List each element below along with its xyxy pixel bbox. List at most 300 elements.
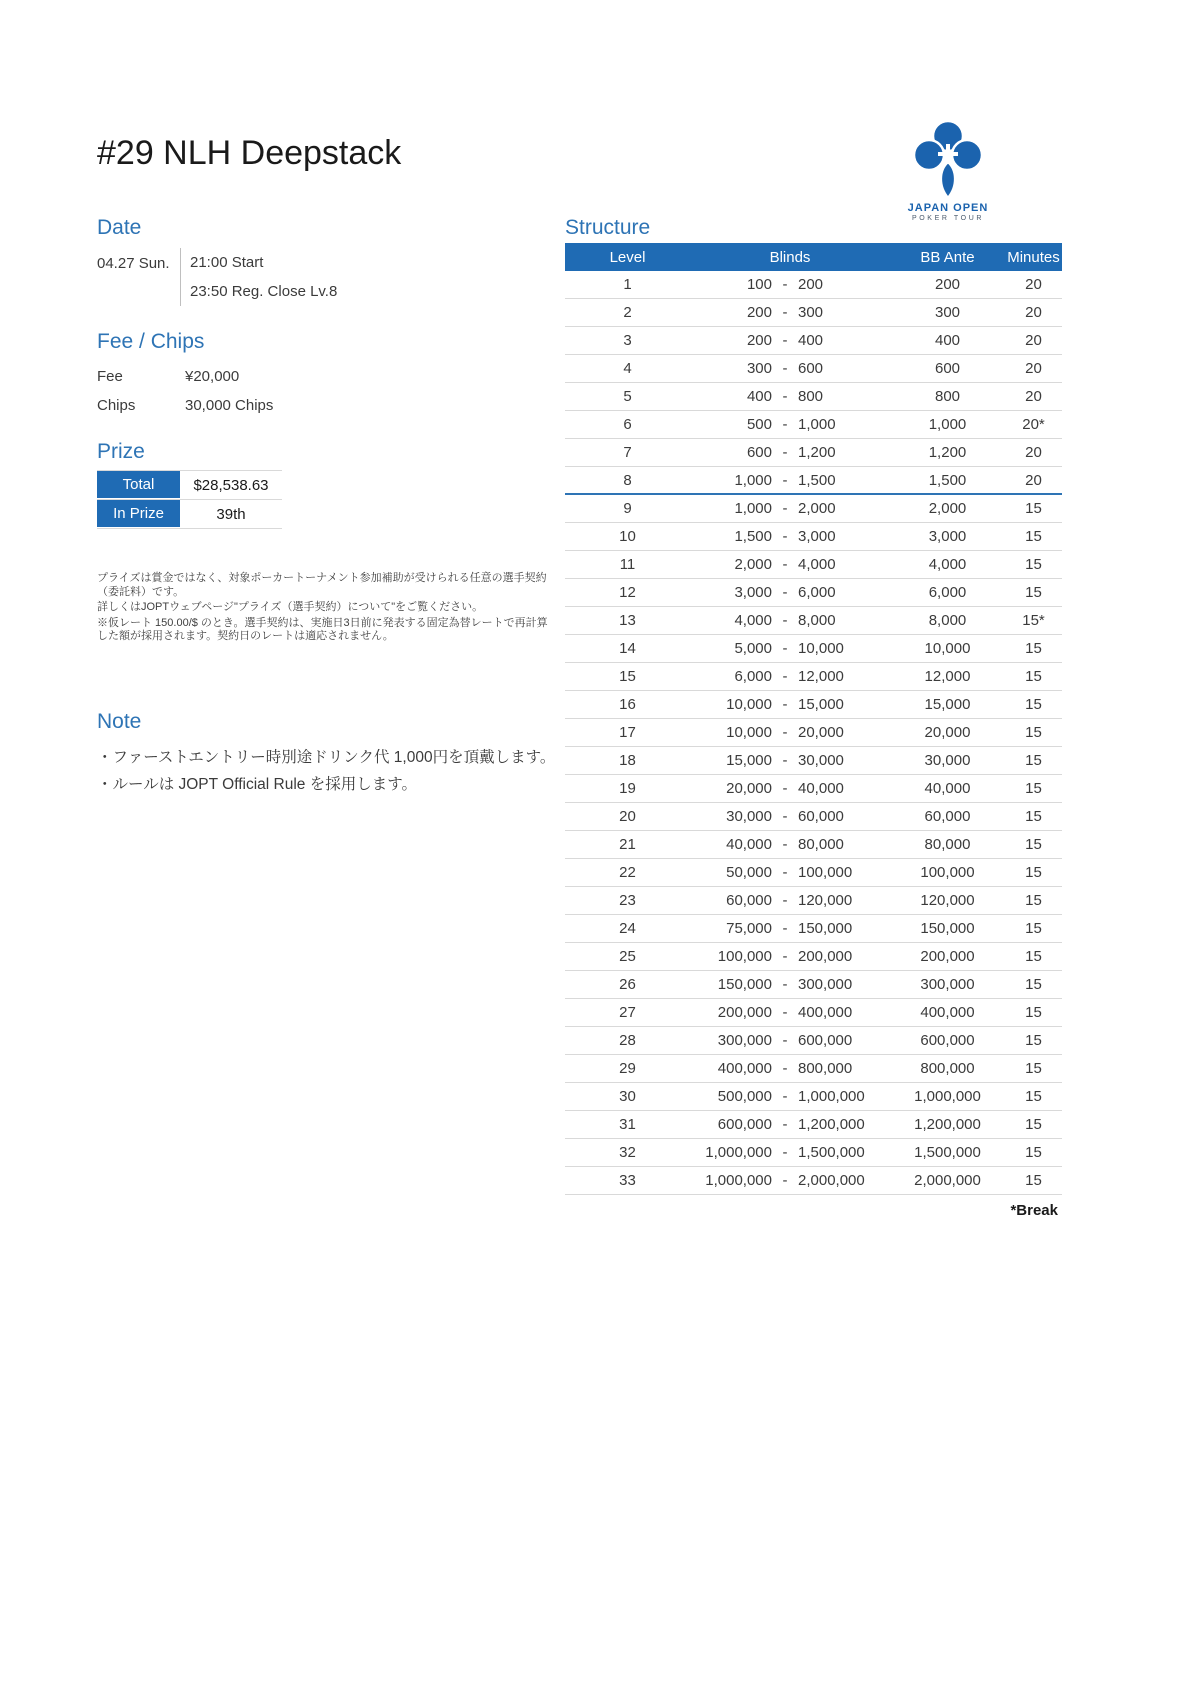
structure-heading: Structure [565,216,651,239]
big-blind: 4,000 [798,556,836,573]
structure-row [565,607,1062,635]
small-blind: 15,000 [726,752,772,769]
prize-note-line: 詳しくはJOPTウェブページ"プライズ（選手契約）について"をご覧ください。 [97,601,484,613]
minutes-cell: 15 [1025,1144,1042,1161]
big-blind: 600 [798,360,824,377]
blinds-separator: - [782,724,788,741]
level-cell: 10 [619,528,636,545]
small-blind: 1,500 [734,528,772,545]
structure-row [565,495,1062,523]
prize-total-row [97,471,282,500]
level-cell: 6 [623,416,632,433]
prize-inprize-label: In Prize [97,500,180,528]
blinds-cell [690,920,890,937]
bb-ante-cell: 80,000 [924,836,971,853]
bb-ante-cell: 1,200,000 [914,1116,981,1133]
blinds-cell [690,472,890,489]
big-blind: 20,000 [798,724,844,741]
structure-row [565,523,1062,551]
minutes-cell: 15 [1025,864,1042,881]
small-blind: 200 [746,332,772,349]
date-section [97,216,517,306]
blinds-cell [690,1172,890,1189]
structure-row [565,747,1062,775]
blinds-separator: - [782,360,788,377]
blinds-separator: - [782,471,788,489]
break-footnote: *Break [1010,1202,1058,1219]
structure-row [565,383,1062,411]
small-blind: 75,000 [726,920,772,937]
minutes-cell: 15 [1025,500,1042,517]
blinds-cell [690,1060,890,1077]
level-cell: 26 [619,976,636,993]
small-blind: 150,000 [717,976,772,993]
blinds-separator: - [782,780,788,797]
minutes-cell: 20 [1025,471,1042,489]
structure-row [565,663,1062,691]
structure-row [565,887,1062,915]
blinds-cell [690,1088,890,1105]
minutes-cell: 15 [1025,696,1042,713]
small-blind: 1,000,000 [705,1144,772,1161]
bb-ante-cell: 2,000 [928,500,967,517]
minutes-cell: 15 [1025,1004,1042,1021]
blinds-separator: - [782,920,788,937]
minutes-cell: 15 [1025,640,1042,657]
bb-ante-cell: 1,500,000 [914,1144,981,1161]
structure-row [565,1055,1062,1083]
structure-table [565,243,1062,1195]
big-blind: 400 [798,332,824,349]
level-cell: 19 [619,780,636,797]
blinds-separator: - [782,276,788,293]
level-cell: 7 [623,444,632,461]
blinds-cell [690,892,890,909]
structure-row [565,551,1062,579]
structure-row [565,355,1062,383]
blinds-cell [690,836,890,853]
bb-ante-cell: 1,200 [928,444,967,461]
structure-row [565,635,1062,663]
big-blind: 30,000 [798,752,844,769]
blinds-separator: - [782,1172,788,1189]
blinds-cell [690,948,890,965]
small-blind: 100 [746,276,772,293]
blinds-cell [690,668,890,685]
small-blind: 10,000 [726,724,772,741]
small-blind: 60,000 [726,892,772,909]
prize-notes [97,572,555,646]
big-blind: 60,000 [798,808,844,825]
prize-heading: Prize [97,440,145,463]
blinds-cell [690,528,890,545]
structure-row [565,467,1062,495]
structure-section [565,216,1062,1219]
level-cell: 4 [623,360,632,377]
level-cell: 9 [623,500,632,517]
date-day: 04.27 Sun. [97,255,170,272]
minutes-cell: 15 [1025,1088,1042,1105]
prize-total-label: Total [97,471,180,499]
big-blind: 1,500 [798,471,836,489]
structure-row [565,859,1062,887]
blinds-separator: - [782,528,788,545]
level-cell: 11 [619,556,636,573]
small-blind: 500,000 [717,1088,772,1105]
bb-ante-cell: 3,000 [928,528,967,545]
small-blind: 10,000 [726,696,772,713]
minutes-cell: 15 [1025,1172,1042,1189]
small-blind: 1,000 [734,471,772,489]
big-blind: 1,000 [798,416,836,433]
big-blind: 1,200,000 [798,1116,865,1133]
blinds-cell [690,752,890,769]
logo-text-poker-tour: POKER TOUR [911,215,985,222]
big-blind: 600,000 [798,1032,853,1049]
minutes-cell: 15 [1025,780,1042,797]
small-blind: 1,000 [734,500,772,517]
small-blind: 500 [746,416,772,433]
prize-note-line: プライズは賞金ではなく、対象ポーカートーナメント参加補助が受けられる任意の選手契約（委託料）です。 [97,572,547,598]
structure-row [565,299,1062,327]
big-blind: 80,000 [798,836,844,853]
level-cell: 15 [619,668,636,685]
blinds-cell [690,444,890,461]
structure-row [565,1111,1062,1139]
big-blind: 3,000 [798,528,836,545]
blinds-cell [690,640,890,657]
start-time: 21:00 Start [190,254,264,271]
small-blind: 300,000 [717,1032,772,1049]
small-blind: 3,000 [734,584,772,601]
column-header-blinds: Blinds [769,248,811,266]
bb-ante-cell: 30,000 [924,752,971,769]
structure-row [565,411,1062,439]
level-cell: 13 [619,612,636,629]
big-blind: 2,000,000 [798,1172,865,1189]
structure-row [565,915,1062,943]
fee-chips-heading: Fee / Chips [97,330,205,353]
blinds-separator: - [782,948,788,965]
minutes-cell: 15 [1025,1060,1042,1077]
note-section [97,710,567,798]
minutes-cell: 15 [1025,1116,1042,1133]
bb-ante-cell: 800,000 [920,1060,975,1077]
blinds-separator: - [782,1060,788,1077]
bb-ante-cell: 400 [934,332,961,349]
date-table [97,248,517,306]
bb-ante-cell: 200,000 [920,948,975,965]
blinds-separator: - [782,304,788,321]
blinds-separator: - [782,612,788,629]
bb-ante-cell: 300,000 [920,976,975,993]
small-blind: 600,000 [717,1116,772,1133]
small-blind: 1,000,000 [705,1172,772,1189]
big-blind: 1,500,000 [798,1144,865,1161]
blinds-cell [690,612,890,629]
level-cell: 3 [623,332,632,349]
blinds-separator: - [782,976,788,993]
bb-ante-cell: 12,000 [924,668,971,685]
blinds-cell [690,500,890,517]
minutes-cell: 15 [1025,724,1042,741]
fee-chips-table [97,362,517,420]
blinds-separator: - [782,808,788,825]
blinds-cell [690,780,890,797]
note-heading: Note [97,710,142,733]
level-cell: 20 [619,808,636,825]
blinds-separator: - [782,1144,788,1161]
small-blind: 40,000 [726,836,772,853]
reg-close-time: 23:50 Reg. Close Lv.8 [190,283,338,300]
blinds-separator: - [782,416,788,433]
bb-ante-cell: 8,000 [928,612,967,629]
bb-ante-cell: 20,000 [924,724,971,741]
small-blind: 400 [746,388,772,405]
small-blind: 30,000 [726,808,772,825]
big-blind: 12,000 [798,668,844,685]
bb-ante-cell: 1,000,000 [914,1088,981,1105]
blinds-separator: - [782,444,788,461]
blinds-cell [690,1032,890,1049]
big-blind: 200,000 [798,948,853,965]
blinds-separator: - [782,696,788,713]
big-blind: 400,000 [798,1004,853,1021]
bb-ante-cell: 10,000 [924,640,971,657]
big-blind: 200 [798,276,824,293]
fee-chips-section [97,330,517,420]
blinds-separator: - [782,500,788,517]
bb-ante-cell: 600,000 [920,1032,975,1049]
level-cell: 28 [619,1032,636,1049]
minutes-cell: 20 [1025,360,1042,377]
blinds-cell [690,416,890,433]
structure-row [565,1083,1062,1111]
minutes-cell: 15 [1025,920,1042,937]
blinds-cell [690,584,890,601]
column-header-level: Level [609,248,646,266]
level-cell: 14 [619,640,636,657]
blinds-cell [690,1144,890,1161]
structure-row [565,943,1062,971]
blinds-separator: - [782,892,788,909]
prize-total-value: $28,538.63 [193,476,269,494]
structure-row [565,1167,1062,1195]
blinds-separator: - [782,584,788,601]
prize-table [97,470,282,529]
bb-ante-cell: 60,000 [924,808,971,825]
minutes-cell: 15 [1025,668,1042,685]
structure-row [565,719,1062,747]
blinds-cell [690,696,890,713]
prize-inprize-value: 39th [216,505,246,523]
level-cell: 1 [623,276,632,293]
page-title: #29 NLH Deepstack [97,134,402,172]
fee-row [97,362,517,391]
big-blind: 8,000 [798,612,836,629]
structure-row [565,439,1062,467]
small-blind: 300 [746,360,772,377]
bb-ante-cell: 15,000 [924,696,971,713]
minutes-cell: 20 [1025,304,1042,321]
minutes-cell: 20 [1025,444,1042,461]
blinds-cell [690,1004,890,1021]
level-cell: 2 [623,304,632,321]
level-cell: 18 [619,752,636,769]
blinds-separator: - [782,332,788,349]
structure-row [565,999,1062,1027]
minutes-cell: 15 [1025,948,1042,965]
note-items [97,744,567,798]
minutes-cell: 15 [1025,836,1042,853]
level-cell: 12 [619,584,636,601]
big-blind: 300,000 [798,976,853,993]
level-cell: 24 [619,920,636,937]
column-header-bbante: BB Ante [920,248,975,266]
big-blind: 15,000 [798,696,844,713]
structure-row [565,271,1062,299]
big-blind: 100,000 [798,864,853,881]
small-blind: 20,000 [726,780,772,797]
level-cell: 22 [619,864,636,881]
level-cell: 29 [619,1060,636,1077]
level-cell: 21 [619,836,636,853]
blinds-separator: - [782,1004,788,1021]
prize-note-line: ※仮レート 150.00/$ のとき。選手契約は、実施日3日前に発表する固定為替レートで再計算した額が採用されます。契約日のレートは適応されません。 [97,616,548,642]
level-cell: 33 [619,1172,636,1189]
level-cell: 16 [619,696,636,713]
small-blind: 200,000 [717,1004,772,1021]
blinds-separator: - [782,668,788,685]
small-blind: 200 [746,304,772,321]
big-blind: 6,000 [798,584,836,601]
bb-ante-cell: 400,000 [920,1004,975,1021]
bb-ante-cell: 150,000 [920,920,975,937]
big-blind: 800,000 [798,1060,853,1077]
blinds-separator: - [782,640,788,657]
big-blind: 1,200 [798,444,836,461]
big-blind: 120,000 [798,892,853,909]
minutes-cell: 20 [1025,332,1042,349]
structure-row [565,831,1062,859]
structure-row [565,1139,1062,1167]
structure-table-header [565,243,1062,271]
structure-table-body [565,271,1062,1195]
minutes-cell: 15 [1025,584,1042,601]
big-blind: 2,000 [798,500,836,517]
note-item: ・ルールは JOPT Official Rule を採用します。 [97,776,417,793]
minutes-cell: 20 [1025,276,1042,293]
big-blind: 1,000,000 [798,1088,865,1105]
structure-row [565,775,1062,803]
column-header-minutes: Minutes [1007,248,1060,266]
note-item: ・ファーストエントリー時別途ドリンク代 1,000円を頂戴します。 [97,749,556,766]
big-blind: 800 [798,388,824,405]
small-blind: 600 [746,444,772,461]
blinds-separator: - [782,556,788,573]
minutes-cell: 15 [1025,752,1042,769]
level-cell: 31 [619,1116,636,1133]
blinds-cell [690,304,890,321]
bb-ante-cell: 1,500 [928,471,967,489]
bb-ante-cell: 600 [934,360,961,377]
minutes-cell: 15 [1025,528,1042,545]
small-blind: 2,000 [734,556,772,573]
level-cell: 32 [619,1144,636,1161]
bb-ante-cell: 100,000 [920,864,975,881]
minutes-cell: 15* [1022,612,1045,629]
level-cell: 27 [619,1004,636,1021]
big-blind: 10,000 [798,640,844,657]
minutes-cell: 15 [1025,808,1042,825]
blinds-cell [690,1116,890,1133]
prize-section [97,440,517,529]
level-cell: 8 [623,471,632,489]
big-blind: 40,000 [798,780,844,797]
blinds-cell [690,864,890,881]
small-blind: 6,000 [734,668,772,685]
bb-ante-cell: 1,000 [928,416,967,433]
prize-inprize-row [97,500,282,529]
blinds-cell [690,332,890,349]
bb-ante-cell: 200 [934,276,961,293]
structure-row [565,803,1062,831]
minutes-cell: 15 [1025,1032,1042,1049]
small-blind: 4,000 [734,612,772,629]
blinds-cell [690,276,890,293]
blinds-separator: - [782,1116,788,1133]
date-times [180,248,337,306]
blinds-cell [690,388,890,405]
blinds-cell [690,976,890,993]
big-blind: 300 [798,304,824,321]
blinds-separator: - [782,1032,788,1049]
structure-row [565,579,1062,607]
fee-value: ¥20,000 [185,368,240,385]
small-blind: 50,000 [726,864,772,881]
level-cell: 23 [619,892,636,909]
bb-ante-cell: 800 [934,388,961,405]
blinds-separator: - [782,388,788,405]
minutes-cell: 15 [1025,556,1042,573]
big-blind: 150,000 [798,920,853,937]
bb-ante-cell: 4,000 [928,556,967,573]
blinds-cell [690,360,890,377]
small-blind: 5,000 [734,640,772,657]
structure-row [565,1027,1062,1055]
bb-ante-cell: 120,000 [920,892,975,909]
blinds-separator: - [782,1088,788,1105]
level-cell: 17 [619,724,636,741]
jopt-logo [898,120,998,222]
small-blind: 100,000 [717,948,772,965]
minutes-cell: 20* [1022,416,1045,433]
bb-ante-cell: 300 [934,304,961,321]
blinds-separator: - [782,864,788,881]
date-heading: Date [97,216,142,239]
level-cell: 30 [619,1088,636,1105]
level-cell: 25 [619,948,636,965]
bb-ante-cell: 6,000 [928,584,967,601]
logo-text-japan-open: JAPAN OPEN [907,202,989,214]
fee-label: Fee [97,368,123,385]
structure-row [565,691,1062,719]
chips-row [97,391,517,420]
blinds-separator: - [782,836,788,853]
blinds-cell [690,556,890,573]
chips-value: 30,000 Chips [185,397,274,414]
structure-row [565,971,1062,999]
